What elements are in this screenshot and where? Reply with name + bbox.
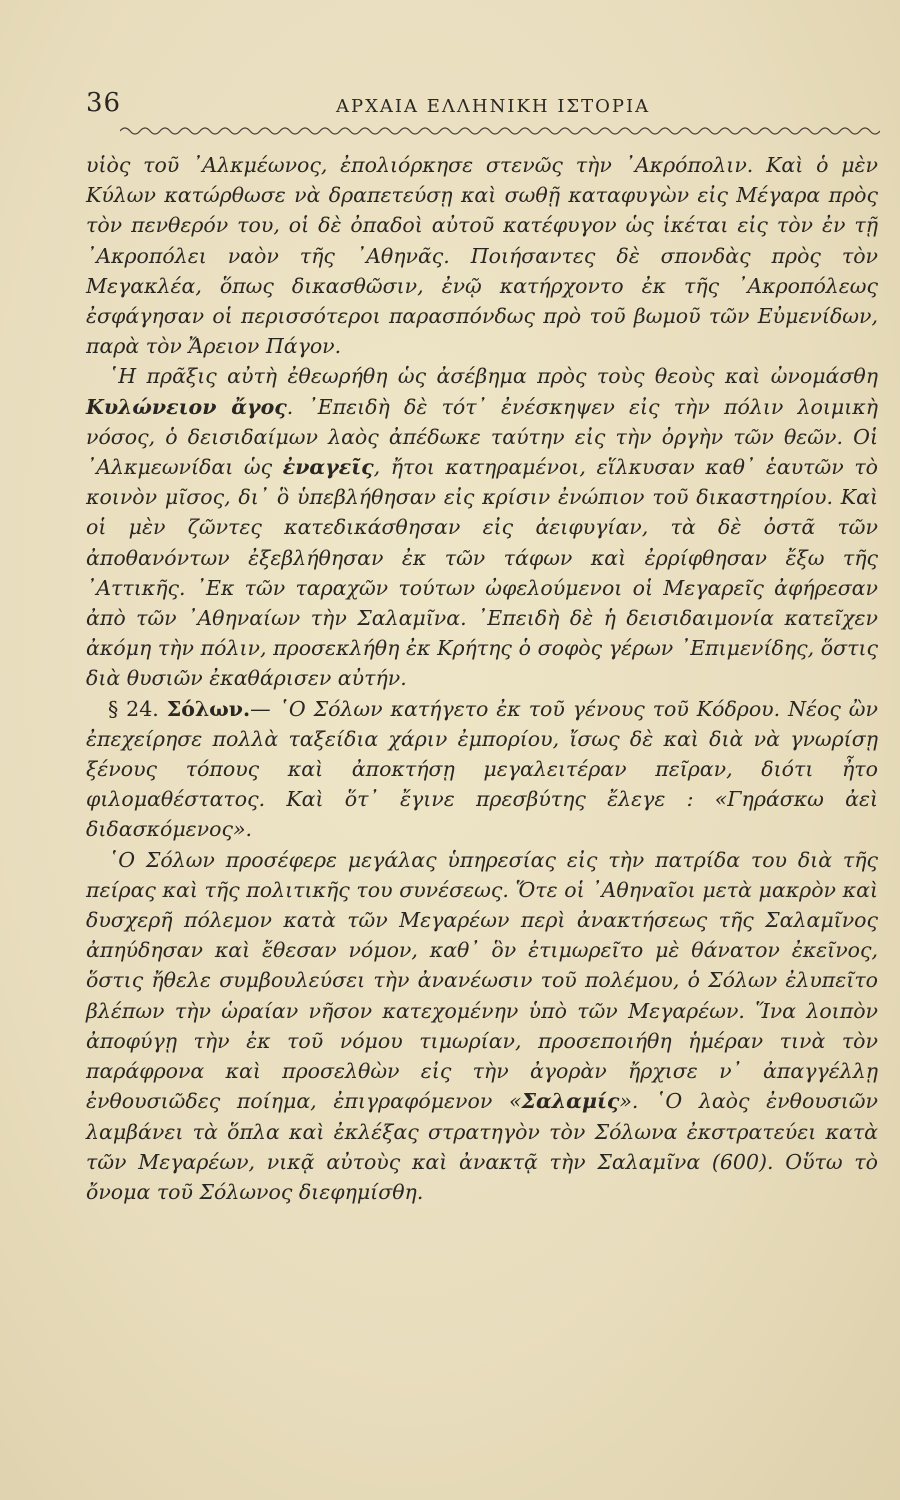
paragraph-text: ῾Η πρᾶξις αὐτὴ ἐθεωρήθη ὡς ἀσέβημα πρὸς τοὺς θεοὺς καὶ ὠνομάσθη [108,364,878,389]
section-title-solon: Σόλων. [166,696,251,721]
paragraph-text: , ἤτοι κατηραμένοι, εἵλκυσαν καθ᾿ ἑαυτῶν τὸ κοινὸν μῖσος, δι᾿ ὃ ὑπεβλήθησαν εἰς κρίσιν ἐνώπιον τοῦ δικαστηρίου. Καὶ οἱ μὲν ζῶντες κατεδικάσθησαν εἰς ἀειφυγίαν, τὰ δὲ ὀστᾶ τῶν ἀποθανόντων ἐξεβλήθησαν ἐκ τῶν τάφων καὶ ἐρρίφθησαν ἔξω τῆς ᾿Αττικῆς. ᾿Εκ τῶν ταραχῶν τούτων ὠφελούμενοι οἱ Μεγαρεῖς ἀφήρεσαν ἀπὸ τῶν ᾿Αθηναίων τὴν Σαλαμῖνα. ᾿Επειδὴ δὲ ἡ δεισιδαιμονία κατεῖχεν ἀκόμη τὴν πόλιν, προσεκλήθη ἐκ Κρήτης ὁ σοφὸς γέρων ᾿Επιμενίδης, ὅστις διὰ θυσιῶν ἐκαθάρισεν αὐτήν. [86,455,879,691]
paragraph-kylon-siege [86,150,878,361]
bold-term-kyloneion-agos: Κυλώνειον ἄγος [86,394,287,419]
bold-term-salamis: Σαλαμίς [521,1089,620,1114]
section-dash: — [250,696,271,721]
body-text [86,150,878,1207]
section-number: § 24. [108,696,159,721]
paragraph-text: ῾Ο Σόλων προσέφερε μεγάλας ὑπηρεσίας εἰς τὴν πατρίδα του διὰ τῆς πείρας καὶ τῆς πολιτικῆς του συνέσεως. Ὅτε οἱ ᾿Αθηναῖοι μετὰ μακρὸν καὶ δυσχερῆ πόλεμον κατὰ τῶν Μεγαρέων περὶ ἀνακτήσεως τῆς Σαλαμῖνος ἀπηύδησαν καὶ ἔθεσαν νόμον, καθ᾿ ὃν ἐτιμωρεῖτο μὲ θάνατον ἐκεῖνος, ὅστις ἤθελε συμβουλεύσει τὴν ἀνανέωσιν τοῦ πολέμου, ὁ Σόλων ἐλυπεῖτο βλέπων τὴν ὡραίαν νῆσον κατεχομένην ὑπὸ τῶν Μεγαρέων. Ἵνα λοιπὸν ἀποφύγῃ τὴν ἐκ τοῦ νόμου τιμωρίαν, προσεποιήθη ἡμέραν τινὰ τὸν παράφρονα καὶ προσελθὼν εἰς τὴν ἀγορὰν ἤρχισε ν᾿ ἀπαγγέλλῃ ἐνθουσιῶδες ποίημα, ἐπιγραφόμενον « [86,847,878,1114]
paragraph-kylonian-curse [86,361,878,693]
paragraph-text: ῾Ο Σόλων κατήγετο ἐκ τοῦ γένους τοῦ Κόδρου. Νέος ὢν ἐπεχείρησε πολλὰ ταξείδια χάριν ἐμπορίου, ἴσως δὲ καὶ διὰ νὰ γνωρίσῃ ξένους τόπους καὶ ἀποκτήσῃ μεγαλειτέραν πεῖραν, διότι ἦτο φιλομαθέστατος. Καὶ ὅτ᾿ ἔγινε πρεσβύτης ἔλεγε : «Γηράσκω ἀεὶ διδασκόμενος». [86,696,878,842]
paragraph-text: υἱὸς τοῦ ᾿Αλκμέωνος, ἐπολιόρκησε στενῶς τὴν ᾿Ακρόπολιν. Καὶ ὁ μὲν Κύλων κατώρθωσε νὰ δραπετεύσῃ καὶ σωθῇ καταφυγὼν εἰς Μέγαρα πρὸς τὸν πενθερόν του, οἱ δὲ ὀπαδοὶ αὐτοῦ κατέφυγον ὡς ἱκέται εἰς τὸν ἐν τῇ ᾿Ακροπόλει ναὸν τῆς ᾿Αθηνᾶς. Ποιήσαντες δὲ σπονδὰς πρὸς τὸν Μεγακλέα, ὅπως δικασθῶσιν, ἐνῷ κατήρχοντο ἐκ τῆς ᾿Ακροπόλεως ἐσφάγησαν οἱ περισσότεροι παρασπόνδως πρὸ τοῦ βωμοῦ τῶν Εὐμενίδων, παρὰ τὸν Ἄρειον Πάγον. [86,153,878,359]
bold-term-enageis: ἐναγεῖς [282,455,374,480]
page-number: 36 [86,88,122,118]
running-title: ΑΡΧΑΙΑ ΕΛΛΗΝΙΚΗ ΙΣΤΟΡΙΑ [336,96,651,117]
page-header [86,88,876,128]
paragraph-salamis [86,845,878,1207]
paragraph-solon-section [86,694,878,845]
paragraph-text: . ᾿Επειδὴ δὲ τότ᾿ ἐνέσκηψεν εἰς τὴν πόλιν λοιμικὴ νόσος, ὁ δεισιδαίμων λαὸς ἀπέδωκε ταύτην εἰς τὴν ὀργὴν τῶν θεῶν. Οἱ ᾿Αλκμεωνίδαι ὡς [86,394,878,480]
wavy-rule-ornament [120,124,880,138]
paragraph-text: ». ῾Ο λαὸς ἐνθουσιῶν λαμβάνει τὰ ὅπλα καὶ ἐκλέξας στρατηγὸν τὸν Σόλωνα ἐκστρατεύει κατὰ τῶν Μεγαρέων, νικᾷ αὐτοὺς καὶ ἀνακτᾷ τὴν Σαλαμῖνα (600). Οὕτω τὸ ὄνομα τοῦ Σόλωνος διεφημίσθη. [86,1089,878,1204]
